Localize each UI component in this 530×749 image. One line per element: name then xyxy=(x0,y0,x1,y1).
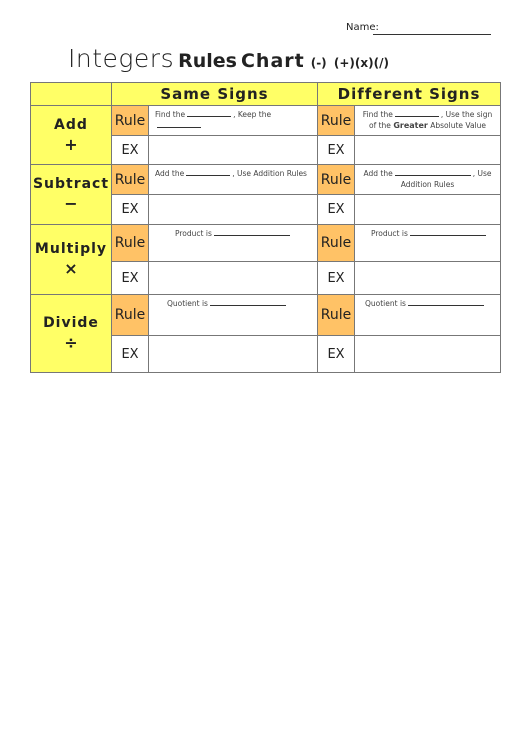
add-rule-row xyxy=(31,106,501,136)
rule-label: Rule xyxy=(112,106,149,136)
rule-label: Rule xyxy=(112,295,149,336)
subtract-same-rule xyxy=(149,165,318,195)
rule-text: , Keep the xyxy=(233,110,272,119)
rule-text: Add the xyxy=(155,169,185,178)
title-rules: Rules xyxy=(178,50,237,72)
divide-operation-cell xyxy=(31,295,112,373)
rule-text: , Use xyxy=(472,169,492,178)
blank-line[interactable] xyxy=(210,299,286,306)
divide-different-example[interactable] xyxy=(355,336,501,373)
add-different-rule xyxy=(355,106,501,136)
divide-rule-row xyxy=(31,295,501,336)
same-signs-header: Same Signs xyxy=(112,83,318,106)
rule-text: of the xyxy=(369,121,391,130)
blank-line[interactable] xyxy=(187,110,231,117)
ex-label: EX xyxy=(318,195,355,225)
multiply-operation-cell xyxy=(31,225,112,295)
ex-label: EX xyxy=(112,262,149,295)
rule-label: Rule xyxy=(112,165,149,195)
multiply-same-example[interactable] xyxy=(149,262,318,295)
blank-line[interactable] xyxy=(408,299,484,306)
blank-line[interactable] xyxy=(410,229,486,236)
blank-line[interactable] xyxy=(186,169,230,176)
ex-label: EX xyxy=(318,262,355,295)
blank-line[interactable] xyxy=(214,229,290,236)
operation-name: Subtract xyxy=(32,176,110,192)
subtract-rule-row xyxy=(31,165,501,195)
multiply-different-rule xyxy=(355,225,501,262)
rule-text: , Use the sign xyxy=(440,110,493,119)
add-different-example[interactable] xyxy=(355,136,501,165)
ex-label: EX xyxy=(112,336,149,373)
integer-rules-table xyxy=(30,82,501,373)
rule-text: Product is xyxy=(371,229,408,238)
rule-text: Find the xyxy=(155,110,186,119)
subtract-same-example[interactable] xyxy=(149,195,318,225)
header-row xyxy=(31,83,501,106)
different-signs-header: Different Signs xyxy=(318,83,501,106)
ex-label: EX xyxy=(318,136,355,165)
add-same-rule xyxy=(149,106,318,136)
add-operation-cell xyxy=(31,106,112,165)
rule-text: Addition Rules xyxy=(400,180,455,189)
rule-label: Rule xyxy=(318,295,355,336)
ex-label: EX xyxy=(318,336,355,373)
rule-text: Quotient is xyxy=(365,299,406,308)
subtract-different-rule xyxy=(355,165,501,195)
rule-label: Rule xyxy=(318,165,355,195)
rule-text: Product is xyxy=(175,229,212,238)
multiply-rule-row xyxy=(31,225,501,262)
divide-same-example[interactable] xyxy=(149,336,318,373)
plus-icon: + xyxy=(64,134,78,154)
title-chart: Chart xyxy=(240,50,305,72)
title-symbols: (-) (+)(x)(/) xyxy=(310,56,389,70)
rule-label: Rule xyxy=(318,225,355,262)
multiply-different-example[interactable] xyxy=(355,262,501,295)
ex-label: EX xyxy=(112,136,149,165)
divide-icon: ÷ xyxy=(64,333,78,352)
blank-line[interactable] xyxy=(395,169,471,176)
title-integers: Integers xyxy=(68,44,175,73)
rule-label: Rule xyxy=(318,106,355,136)
corner-cell xyxy=(31,83,112,106)
name-field[interactable] xyxy=(373,34,491,35)
rule-text-strong: Greater xyxy=(393,121,428,130)
multiply-same-rule xyxy=(149,225,318,262)
rule-label: Rule xyxy=(112,225,149,262)
rule-text: , Use Addition Rules xyxy=(232,169,307,178)
name-label: Name: xyxy=(346,22,379,33)
rule-text: Add the xyxy=(363,169,393,178)
page-title xyxy=(68,44,389,73)
rule-text: Absolute Value xyxy=(430,121,486,130)
operation-name: Divide xyxy=(43,315,99,331)
blank-line[interactable] xyxy=(395,110,439,117)
add-same-example[interactable] xyxy=(149,136,318,165)
multiply-icon: × xyxy=(64,259,78,278)
minus-icon: − xyxy=(64,194,78,213)
subtract-different-example[interactable] xyxy=(355,195,501,225)
subtract-operation-cell xyxy=(31,165,112,225)
operation-name: Multiply xyxy=(34,241,108,257)
blank-line[interactable] xyxy=(157,121,201,128)
rule-text: Quotient is xyxy=(167,299,208,308)
operation-name: Add xyxy=(54,116,88,133)
ex-label: EX xyxy=(112,195,149,225)
rule-text: Find the xyxy=(362,110,393,119)
divide-same-rule xyxy=(149,295,318,336)
divide-different-rule xyxy=(355,295,501,336)
